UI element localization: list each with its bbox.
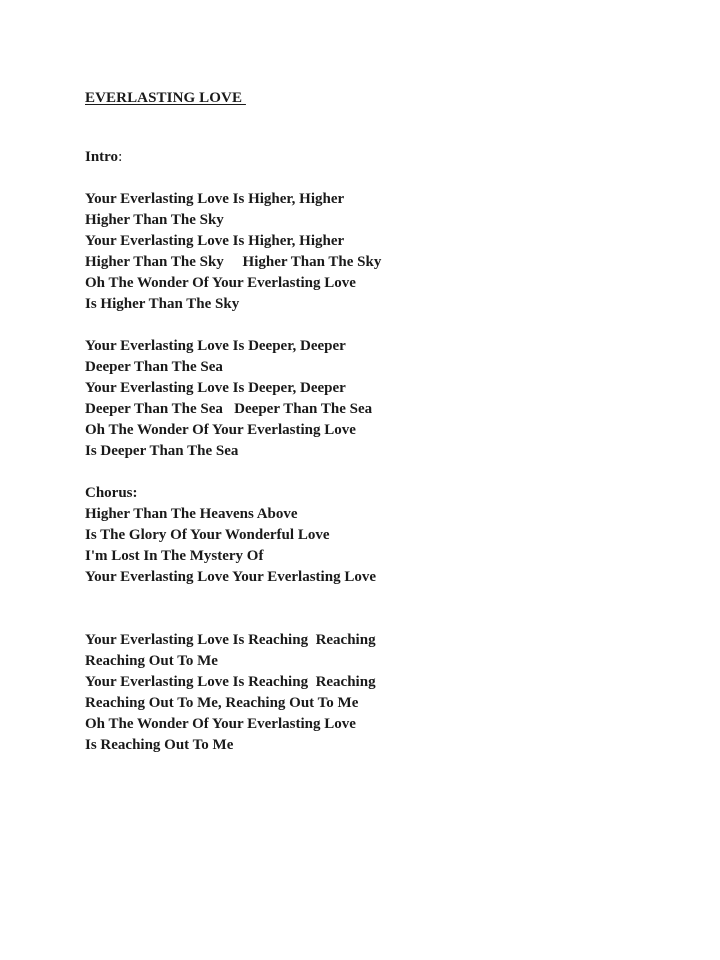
song-title: EVERLASTING LOVE: [85, 90, 246, 106]
chorus-stanza: [85, 504, 685, 588]
lyric-line: Deeper Than The Sea: [85, 359, 223, 375]
intro-label-colon: :: [118, 149, 123, 165]
spacer: [85, 462, 685, 483]
verse-stanza: [85, 630, 685, 756]
lyric-line: Higher Than The Sky Higher Than The Sky: [85, 254, 382, 270]
spacer: [85, 588, 685, 609]
lyric-line: Oh The Wonder Of Your Everlasting Love: [85, 716, 356, 732]
lyric-line: I'm Lost In The Mystery Of: [85, 548, 264, 564]
lyric-line: Oh The Wonder Of Your Everlasting Love: [85, 422, 356, 438]
lyric-line: Your Everlasting Love Is Higher, Higher: [85, 233, 345, 249]
spacer: [85, 315, 685, 336]
lyric-line: Your Everlasting Love Is Reaching Reaching: [85, 632, 376, 648]
lyric-line: Reaching Out To Me, Reaching Out To Me: [85, 695, 359, 711]
lyric-line: Is The Glory Of Your Wonderful Love: [85, 527, 330, 543]
chorus-label: Chorus:: [85, 485, 138, 501]
lyric-line: Your Everlasting Love Your Everlasting Love: [85, 569, 376, 585]
lyric-line: Is Reaching Out To Me: [85, 737, 234, 753]
intro-label-text: Intro: [85, 149, 119, 165]
lyric-line: Higher Than The Sky: [85, 212, 224, 228]
lyric-line: Higher Than The Heavens Above: [85, 506, 298, 522]
lyric-line: Your Everlasting Love Is Higher, Higher: [85, 191, 345, 207]
intro-stanza-1: [85, 189, 685, 315]
spacer: [85, 168, 685, 189]
lyric-line: Is Higher Than The Sky: [85, 296, 240, 312]
lyric-line: Oh The Wonder Of Your Everlasting Love: [85, 275, 356, 291]
lyric-line: Your Everlasting Love Is Deeper, Deeper: [85, 380, 346, 396]
intro-stanza-2: [85, 336, 685, 462]
intro-label: [85, 147, 685, 168]
spacer: [85, 109, 685, 147]
spacer: [85, 609, 685, 630]
lyric-line: Reaching Out To Me: [85, 653, 218, 669]
lyric-line: Is Deeper Than The Sea: [85, 443, 239, 459]
lyric-line: Deeper Than The Sea Deeper Than The Sea: [85, 401, 373, 417]
lyric-line: Your Everlasting Love Is Reaching Reaching: [85, 674, 376, 690]
document-page: [85, 88, 685, 756]
lyric-line: Your Everlasting Love Is Deeper, Deeper: [85, 338, 346, 354]
